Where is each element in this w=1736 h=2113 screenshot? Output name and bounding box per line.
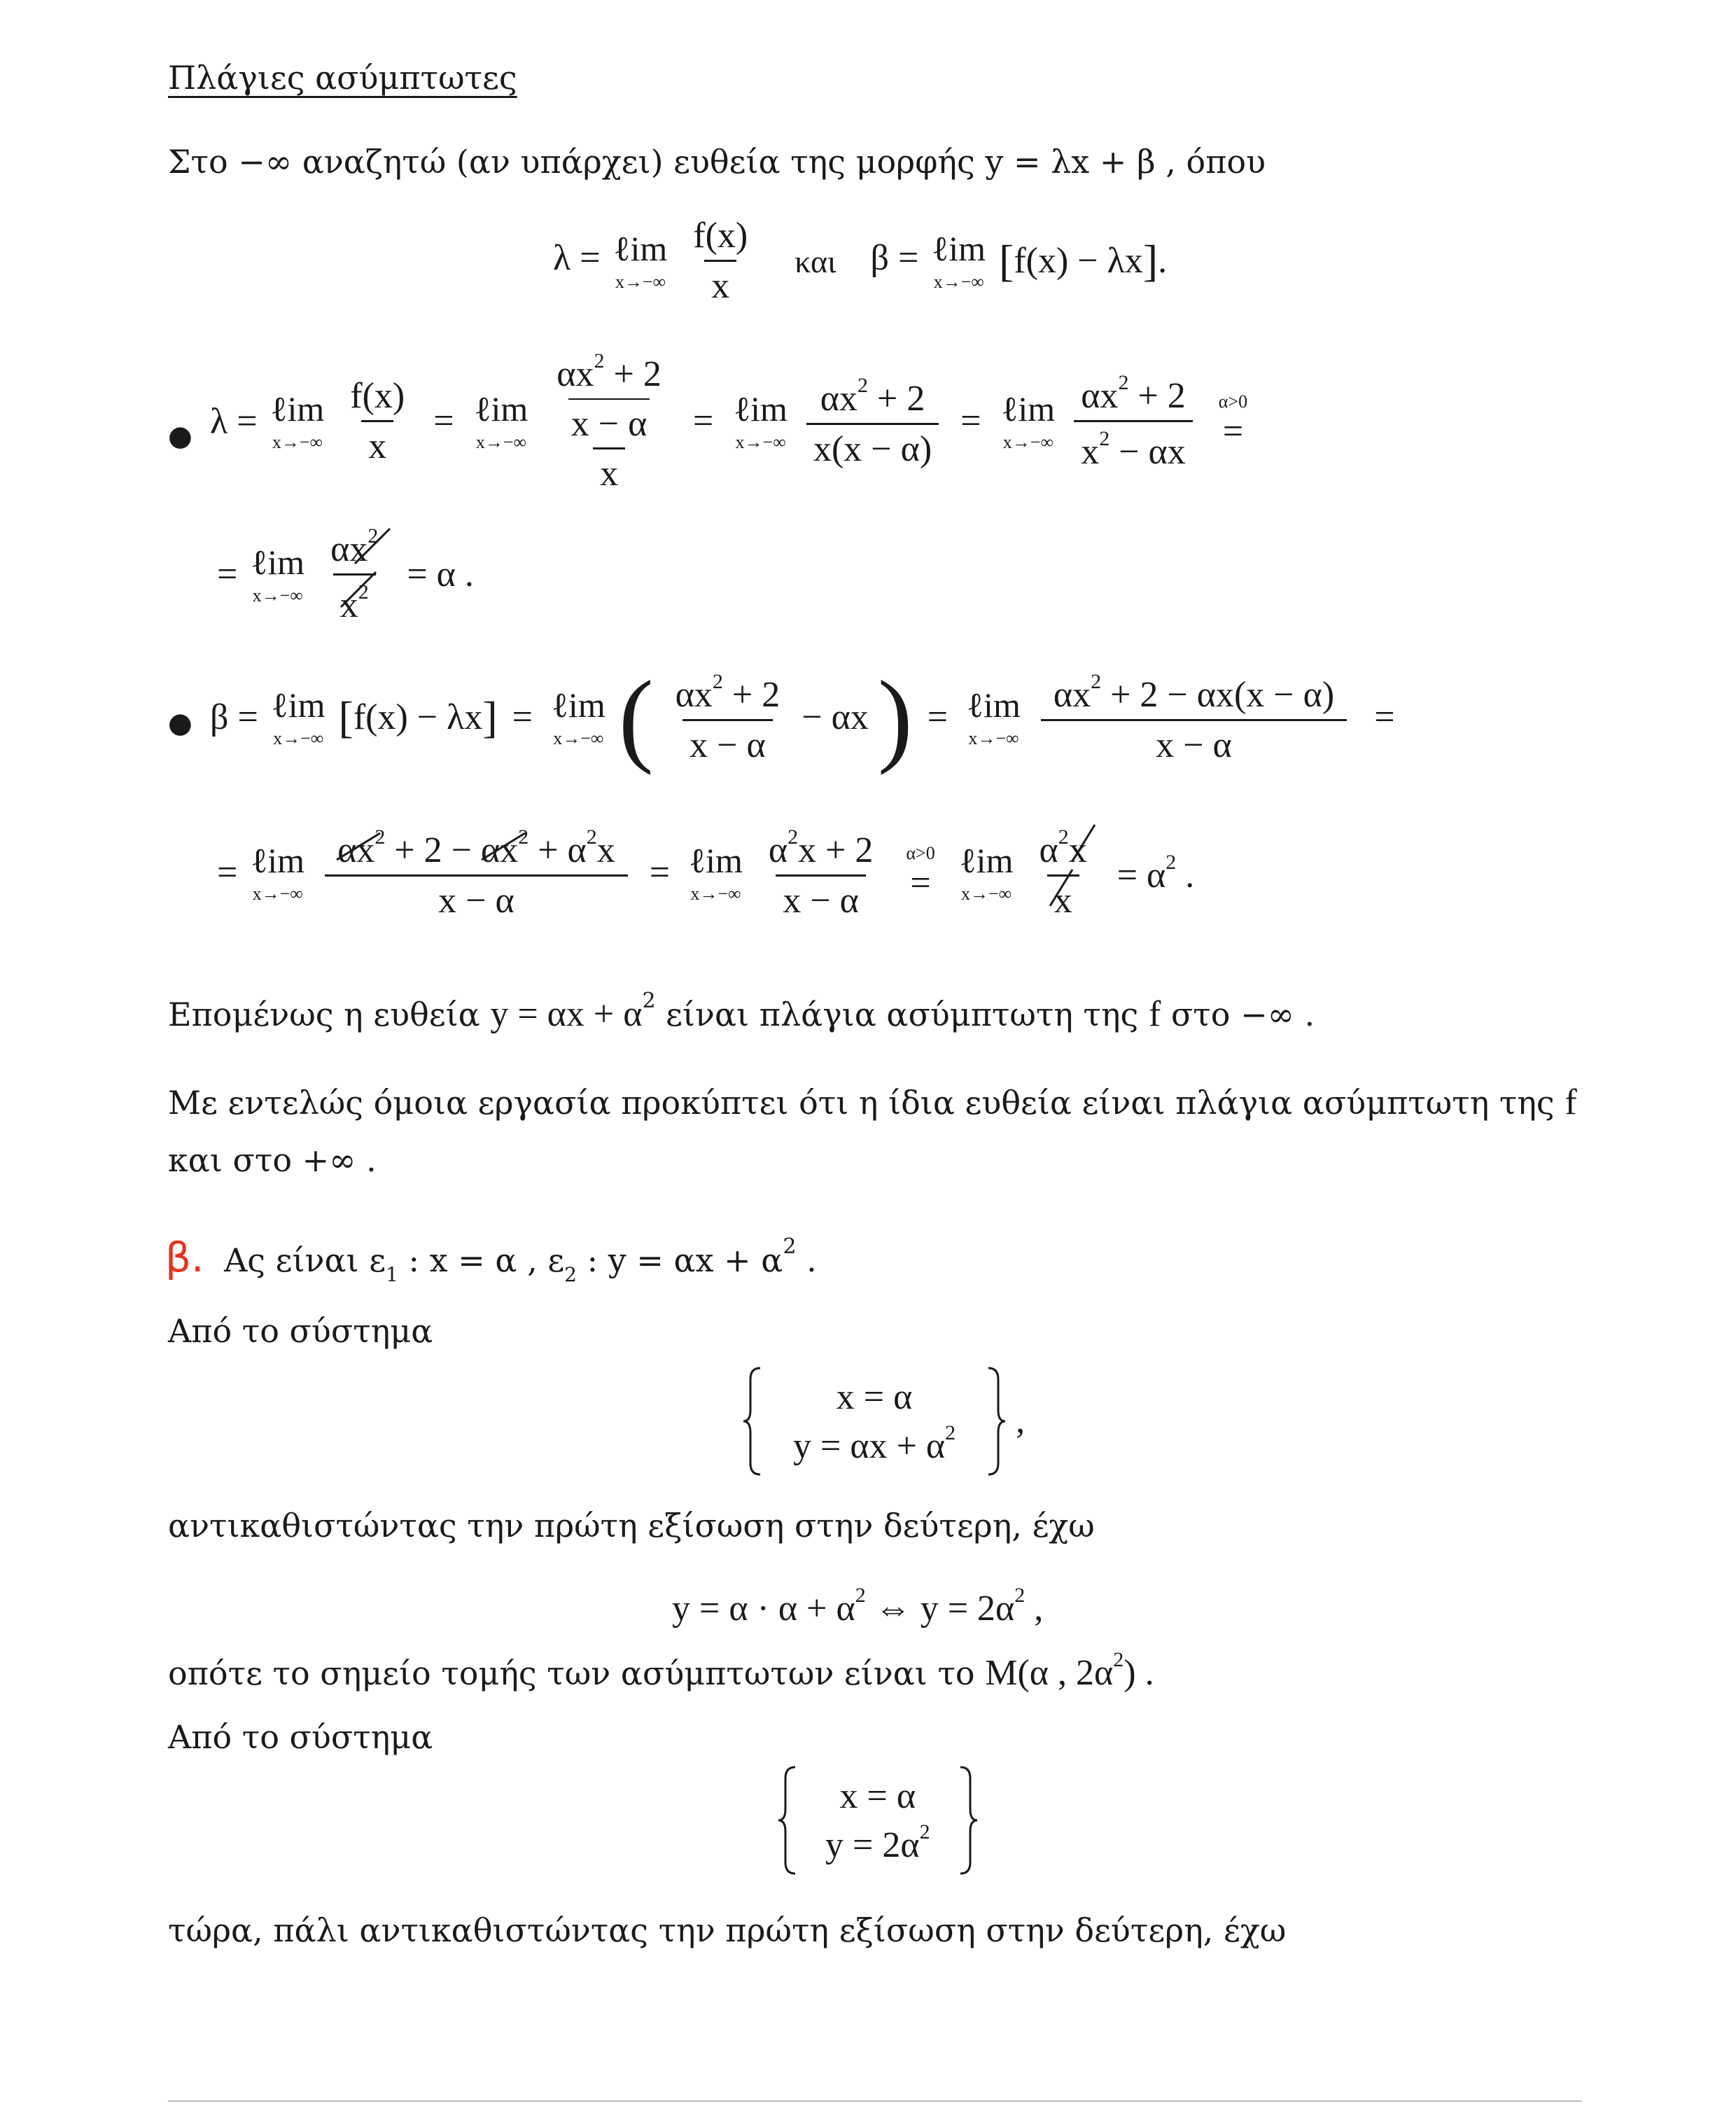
conclusion-plus-infinity-line1: Με εντελώς όμοια εργασία προκύπτει ότι η ίδια ευθεία είναι πλάγια ασύμπτωτη της f [168, 1082, 1577, 1122]
left-brace [742, 1365, 763, 1477]
limit-operator: ℓim x→−∞ [474, 389, 528, 453]
lambda-lhs: λ = [553, 238, 610, 279]
part-b-statement: β. Ας είναι $\varepsilon_1$ : x = α , $\varepsilon_2$ : $y = \alpha x + \alpha^2$ . [165, 1234, 817, 1286]
definition-formula: λ = ℓim x→−∞ $\frac{f(x)}{x}$ και β = ℓim x→−∞ [f(x) − λx]. [553, 216, 1168, 306]
cancel-stroke [337, 569, 379, 611]
system2-row1: x = α [839, 1776, 916, 1816]
limit-operator: ℓim x→−∞ [1001, 389, 1056, 453]
bracket-expression: f(x) − λx [1014, 241, 1143, 281]
cancelled-x-fraction: $\frac{\alpha^2x}{x}$ [1032, 826, 1093, 920]
cancel-stroke [479, 829, 528, 864]
system1: x = α $y = \alpha x + \alpha^2$ , [742, 1365, 1025, 1477]
left-brace [777, 1764, 798, 1876]
part-b-label: β. [165, 1234, 204, 1281]
condition-label: α>0 [906, 843, 935, 864]
conclusion-plus-infinity-line2: και στο +∞ . [168, 1141, 377, 1179]
fraction-over-x2-minus-ax: $\frac{\alpha x^2 + 2}{x^2 - \alpha x}$ [1074, 372, 1193, 471]
condition-label: α>0 [1218, 391, 1248, 412]
limit-operator: ℓim x→−∞ [251, 841, 305, 905]
cancel-stroke [351, 525, 393, 567]
right-brace [986, 1365, 1007, 1477]
fraction-fx-over-x: $\frac{f(x)}{x}$ [350, 376, 405, 466]
cancel-stroke [1070, 822, 1098, 864]
system2 [777, 1764, 979, 1876]
beta-lhs: β = [870, 238, 928, 279]
footer-divider [168, 2100, 1582, 2102]
bullet-lambda: ● [168, 420, 192, 452]
intersection-statement: οπότε το σημείο τομής των ασύμπτωτων είναι το M(α , $2\alpha^2$) . [168, 1648, 1154, 1693]
right-brace [958, 1764, 979, 1876]
limit-operator: ℓim x→−∞ [551, 685, 606, 748]
system2-intro: Από το σύστημα [168, 1718, 433, 1756]
cancel-stroke [334, 829, 383, 864]
section-title: Πλάγιες ασύμπτωτες [168, 59, 517, 97]
and-word: και [794, 243, 836, 279]
limit-operator: ℓim x→−∞ [932, 229, 986, 293]
limit-operator: ℓim x→−∞ [734, 389, 788, 453]
cancelled-sum-fraction: $\frac{\alpha x^2 + 2 - \alpha x^2 + \alpha^2x}{x - \alpha}$ [323, 826, 629, 920]
intersection-point: M(α , $2\alpha^2$) . [985, 1648, 1154, 1693]
fraction-ax2-plus2: $\frac{\alpha x^2 + 2}{x - \alpha}$ [675, 669, 780, 765]
limit-operator: ℓim x→−∞ [251, 543, 305, 606]
beta-calculation: β = ℓim x→−∞ [f(x) − λx] = ℓim x→−∞ ( $\frac{\alpha x^2 + 2}{x - \alpha}$ − αx ) = ℓim x→−∞ $\frac{\alpha x^2 + 2 - \alpha x(x - \alpha)}{x - \alpha}$ = [210, 660, 1395, 776]
cancelled-fraction: $\frac{\alpha x^2}{x^2}$ [323, 525, 385, 625]
system1-row2: $y = \alpha x + \alpha^2$ [793, 1421, 956, 1466]
substitution2-text: τώρα, πάλι αντικαθιστώντας την πρώτη εξίσωση στην δεύτερη, έχω [168, 1911, 1287, 1949]
substitution1-text: αντικαθιστώντας την πρώτη εξίσωση στην δεύτερη, έχω [168, 1507, 1095, 1544]
fraction-fx-over-x: $\frac{f(x)}{x}$ [693, 216, 748, 306]
system2-row2: $y = 2\alpha^2$ [825, 1820, 930, 1865]
intro-text: Στο −∞ αναζητώ (αν υπάρχει) ευθεία της μορφής y = λx + β , όπου [168, 143, 1266, 181]
limit-operator: ℓim x→−∞ [271, 685, 326, 748]
fraction-over-x-paren: $\frac{\alpha x^2 + 2}{x(x - \alpha)}$ [806, 375, 939, 468]
conclusion-minus-infinity: Επομένως η ευθεία $y = \alpha x + \alpha^2$ είναι πλάγια ασύμπτωτη της f στο −∞ . [168, 989, 1315, 1034]
fraction-a2x-plus2: $\frac{\alpha^2x + 2}{x - \alpha}$ [768, 825, 874, 921]
compound-fraction: $\frac{\frac{\alpha x^2 + 2}{x - \alpha}}{x}$ [556, 349, 662, 494]
substitution1-equation: $y = \alpha \cdot \alpha + \alpha^2$ ⇔ $y = 2\alpha^2$ , [672, 1584, 1044, 1629]
limit-operator: ℓim x→−∞ [689, 841, 743, 905]
beta-result: = ℓim x→−∞ $\frac{\alpha x^2 + 2 - \alpha x^2 + \alpha^2x}{x - \alpha}$ = ℓim x→−∞ $\frac{\alpha^2x + 2}{x - \alpha}$ α>0 = ℓim x→−∞ $\frac{\alpha^2x}{x}$ = $\alpha^2$ . [217, 826, 1194, 920]
limit-operator: ℓim x→−∞ [959, 841, 1014, 905]
limit-operator: ℓim x→−∞ [270, 389, 325, 453]
lambda-result: = ℓim x→−∞ $\frac{\alpha x^2}{x^2}$ = α . [217, 524, 474, 625]
bullet-beta: ● [168, 707, 192, 739]
system1-intro: Από το σύστημα [168, 1312, 433, 1350]
cancel-stroke [1047, 867, 1075, 909]
lambda-calculation: λ = ℓim x→−∞ $\frac{f(x)}{x}$ = ℓim x→−∞ $\frac{\frac{\alpha x^2 + 2}{x - \alpha}}{x}$ = ℓim x→−∞ $\frac{\alpha x^2 + 2}{x(x - \alpha)}$ = ℓim x→−∞ $\frac{\alpha x^2 + 2}{x^2 - \alpha x}$ α>0 = [210, 349, 1248, 494]
limit-operator: ℓim x→−∞ [613, 229, 668, 293]
combined-fraction: $\frac{\alpha x^2 + 2 - \alpha x(x - \alpha)}{x - \alpha}$ [1040, 671, 1348, 765]
system1-row1: x = α [836, 1376, 913, 1417]
limit-operator: ℓim x→−∞ [967, 685, 1021, 748]
